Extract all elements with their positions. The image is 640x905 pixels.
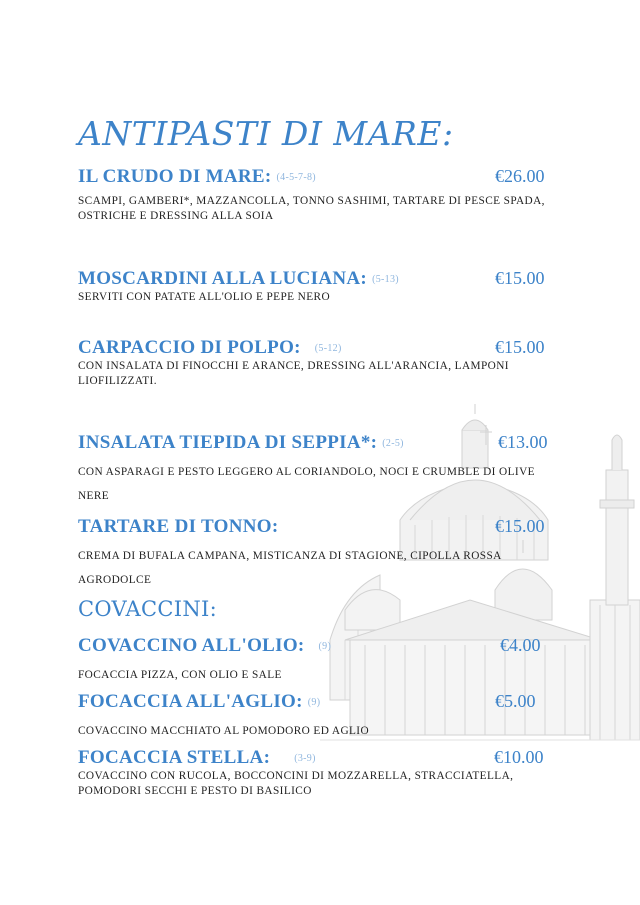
menu-item <box>78 268 558 305</box>
item-price: €13.00 <box>498 432 548 452</box>
item-name: INSALATA TIEPIDA DI SEPPIA*: (2-5) <box>78 432 404 453</box>
allergen-codes: (9) <box>318 641 332 653</box>
allergen-codes: (5-13) <box>372 274 399 286</box>
menu-item <box>78 747 558 799</box>
item-name: FOCACCIA STELLA: (3-9) <box>78 747 316 768</box>
item-price: €26.00 <box>495 166 545 186</box>
item-price: €4.00 <box>500 635 541 655</box>
menu-item <box>78 635 558 687</box>
allergen-codes: (5-12) <box>314 343 342 355</box>
item-name: IL CRUDO DI MARE: (4-5-7-8) <box>78 166 316 187</box>
item-description: COVACCINO CON RUCOLA, BOCCONCINI DI MOZZARELLA, STRACCIATELLA, POMODORI SECCHI E PESTO DI BASILICO <box>78 770 514 797</box>
allergen-codes: (3-9) <box>294 753 316 765</box>
item-description: CON INSALATA DI FINOCCHI E ARANCE, DRESSING ALL'ARANCIA, LAMPONI LIOFILIZZATI. <box>78 360 509 387</box>
item-name: COVACCINO ALL'OLIO: (9) <box>78 635 332 656</box>
item-name: FOCACCIA ALL'AGLIO: (9) <box>78 691 321 712</box>
item-description: FOCACCIA PIZZA, CON OLIO E SALE <box>78 669 282 681</box>
section-title-antipasti: ANTIPASTI DI MARE: <box>78 114 454 153</box>
item-name: MOSCARDINI ALLA LUCIANA: (5-13) <box>78 268 399 289</box>
item-description: COVACCINO MACCHIATO AL POMODORO ED AGLIO <box>78 725 370 737</box>
item-description: CREMA DI BUFALA CAMPANA, MISTICANZA DI STAGIONE, CIPOLLA ROSSA AGRODOLCE <box>78 550 502 586</box>
allergen-codes: (9) <box>307 697 321 709</box>
item-price: €5.00 <box>495 691 536 711</box>
item-price: €15.00 <box>495 268 545 288</box>
item-price: €15.00 <box>495 337 545 357</box>
section-title-covaccini: COVACCINI: <box>78 597 217 621</box>
allergen-codes: (2-5) <box>382 438 404 450</box>
item-price: €15.00 <box>495 516 545 536</box>
item-description: SCAMPI, GAMBERI*, MAZZANCOLLA, TONNO SASHIMI, TARTARE DI PESCE SPADA, OSTRICHE E DRESSING ALLA SOIA <box>78 195 545 222</box>
allergen-codes: (4-5-7-8) <box>276 172 316 184</box>
menu-item <box>78 691 558 743</box>
item-name: CARPACCIO DI POLPO: (5-12) <box>78 337 342 358</box>
menu-item <box>78 166 558 224</box>
item-price: €10.00 <box>494 747 544 767</box>
item-description: CON ASPARAGI E PESTO LEGGERO AL CORIANDOLO, NOCI E CRUMBLE DI OLIVE NERE <box>78 466 535 502</box>
menu-item <box>78 337 558 389</box>
item-name: TARTARE DI TONNO: <box>78 516 279 537</box>
item-description: SERVITI CON PATATE ALL'OLIO E PEPE NERO <box>78 291 331 303</box>
menu-item <box>78 432 558 508</box>
menu-item <box>78 516 558 592</box>
